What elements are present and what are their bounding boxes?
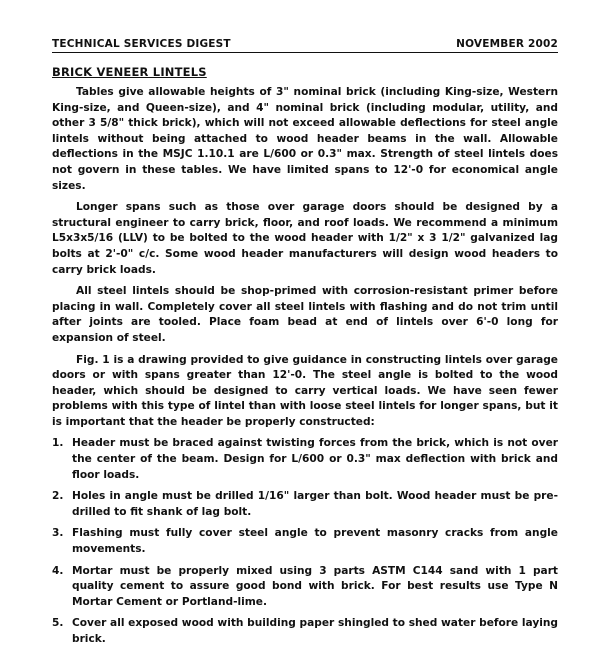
document-page	[52, 38, 558, 654]
paragraph-tables: Tables give allowable heights of 3" nominal brick (including King-size, Western King-size, and Queen-size), and 4" nominal brick (including modular, utility, and other 3 5/8" thick brick), which will not exceed allowable deflections for steel angle lintels without being attached to wood header beams in the wall. Allowable deflections in the MSJC 1.10.1 are L/600 or 0.3" max. Strength of steel lintels does not govern in these tables. We have limited spans to 12'-0 for economical angle sizes.	[52, 86, 558, 192]
list-item-text: Mortar must be properly mixed using 3 parts ASTM C144 sand with 1 part quality cement to assure good bond with brick. For best results use Type N Mortar Cement or Portland-lime.	[72, 564, 558, 608]
paragraph-steel-lintels: All steel lintels should be shop-primed with corrosion-resistant primer before placing in wall. Completely cover all steel lintels with flashing and do not trim until after joints are tooled. Place foam bead at end of lintels over 6'-0 long for expansion of steel.	[52, 285, 558, 344]
list-item	[52, 526, 558, 557]
list-item-number: 4.	[52, 564, 64, 577]
paragraph-fig-1: Fig. 1 is a drawing provided to give guidance in constructing lintels over garage doors or with spans greater than 12'-0. The steel angle is bolted to the wood header, which should be designed to carry vertical loads. We have seen fewer problems with this type of lintel than with loose steel lintels for longer spans, but it is important that the header be properly constructed:	[52, 353, 558, 428]
paragraph-longer-spans: Longer spans such as those over garage doors should be designed by a structural engineer to carry brick, floor, and roof loads. We recommend a minimum L5x3x5/16 (LLV) to be bolted to the wood header with 1/2" x 3 1/2" galvanized lag bolts at 2'-0" c/c. Some wood header manufacturers will design wood headers to carry brick loads.	[52, 201, 558, 276]
list-item-number: 5.	[52, 617, 64, 630]
list-item	[52, 489, 558, 520]
list-item	[52, 436, 558, 483]
digest-header	[52, 38, 558, 53]
publication-date: NOVEMBER 2002	[456, 38, 558, 50]
publication-name: TECHNICAL SERVICES DIGEST	[52, 38, 231, 50]
list-item-text: Holes in angle must be drilled 1/16" larger than bolt. Wood header must be pre-drilled to fit shank of lag bolt.	[72, 490, 558, 518]
list-item	[52, 616, 558, 647]
list-item-text: Cover all exposed wood with building paper shingled to shed water before laying brick.	[72, 617, 558, 645]
list-item	[52, 564, 558, 611]
list-item-number: 3.	[52, 527, 64, 540]
list-item-number: 1.	[52, 437, 64, 450]
list-item-number: 2.	[52, 490, 64, 503]
construction-requirements-list	[52, 436, 558, 647]
list-item-text: Header must be braced against twisting forces from the brick, which is not over the center of the beam. Design for L/600 or 0.3" max deflection with brick and floor loads.	[72, 437, 558, 481]
list-item-text: Flashing must fully cover steel angle to prevent masonry cracks from angle movements.	[72, 527, 558, 556]
section-title: BRICK VENEER LINTELS	[52, 65, 207, 79]
